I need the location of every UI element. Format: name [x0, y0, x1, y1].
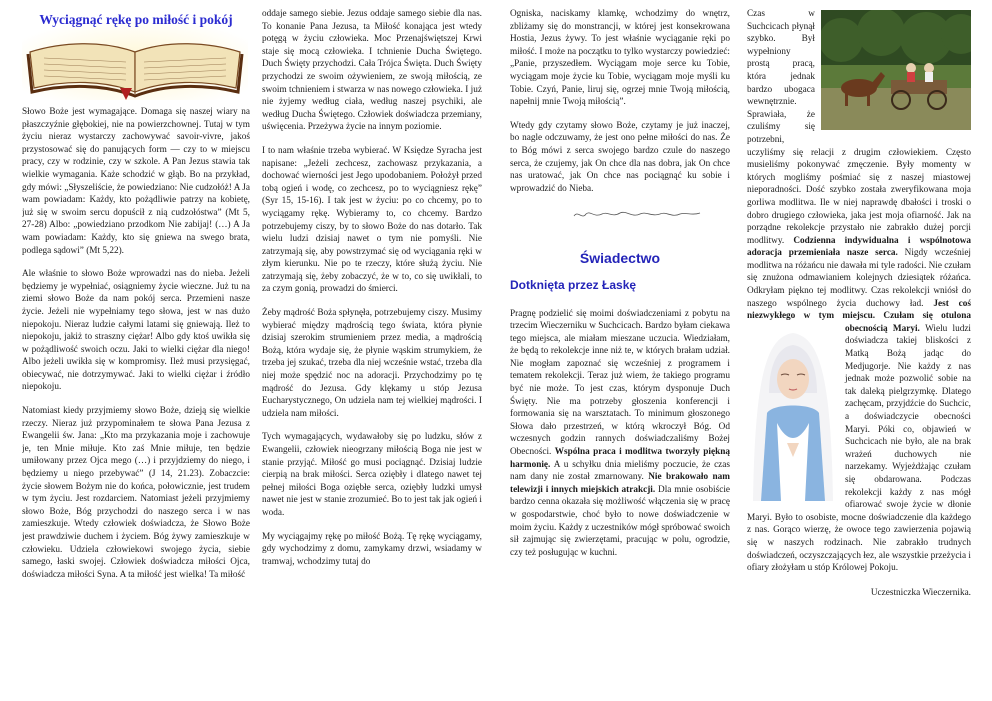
horse-cart-photo-icon: [821, 10, 971, 130]
text-run: Wielu ludzi doświadcza takiej bliskości z Matką Bożą jadąc do Medjugorje. Nie każdy z nas jednak może pozwolić sobie na tak daleką pielgrzymkę. Dlatego zachęcam, przyjdźcie do Suchcic, a doświadczycie obecności Maryi. Póki co, objawień w Suchcicach nie było, ale na brak wrażeń duchowych nie narzekamy. Wyjeżdżając czułam się obdarowana. Podczas rekolekcji każdy z nas mógł ofiarować swoje życie w dłonie Maryi. Było to osobiste, mocne doświadczenie dla każdego z nas. Gorąco wierzę, że owoce tego zawierzenia pojawią się w naszych rodzinach. Nie zabrakło trudnych doświadczeń, oczyszczających łez, ale wszystkie przeżycia i ofiary złożyłam u stóp Królowej Pokoju.: [747, 323, 971, 574]
paragraph: Tych wymagających, wydawałoby się po ludzku, słów z Ewangelii, człowiek nieogrzany miłością Boga nie jest w stanie przyjąć. Miłość go musi pociągnąć. Dzisiaj ludzie cierpią na brak miłości. Serca oziębły i dlatego nawet tej pełnej miłości Boga oziębłe serca, oziębły ludzki umysł nawet nie jest w stanie zrozumieć. Bo to jest tak jak ogień i woda.: [262, 432, 482, 518]
open-bible-icon: [22, 22, 248, 100]
text-run: Dla mnie osobiście bardzo cenna okazała się możliwość włączenia się w pracę w gospodarstwie, choć było to nowe doświadczenie w moim życiu. Każdy z uczestników mógł spróbować swoich sił zajmując się zwierzętami, pracując w polu, ogrodzie, czy też posługując w kuchni.: [510, 484, 730, 558]
bold-run: Wspólna praca i modlitwa tworzyły piękną harmonię.: [510, 447, 730, 470]
column-1: [22, 8, 250, 695]
paragraph: Słowo Boże jest wymagające. Domaga się naszej wiary na płaszczyźnie głębokiej, nie na powierzchownej. Tutaj w tym życiu nieraz wystarczy zachowywać savoir-vivre, jakoś przystosować się do panujących form — czy to w miejscu pracy, czy w rodzinie, czy w szkole. A Pan Jezus stawia tak wielkie wymagania. Każe schodzić w głąb. Bo na przykład, gdy mówi: „Słyszeliście, że powiedziano: Nie cudzołóż! A Ja wam powiadam: Każdy, kto pożądliwie patrzy na kobietę, już się w swoim sercu dopuścił z nią cudzołóstwa” (Mt 5, 27-28) Albo: „powiedziano przodkom Nie zabijaj! (…) A Ja wam powiadam: Każdy, kto się gniewa na swego brata, podlega sądowi” (Mt 5,22).: [22, 107, 250, 256]
section-heading: Świadectwo: [579, 250, 661, 267]
madonna-portrait-icon: [747, 323, 839, 501]
paragraph: I to nam właśnie trzeba wybierać. W Księdze Syracha jest napisane: „Jeżeli zechcesz, zachowasz przykazania, a dochować wierności jest Jego upodobaniem. Położył przed tobą ogień i wodę, co zechcesz, po to wyciągniesz rękę” (Syr 15, 15-16). I tak jest w życiu: po co chcemy, po to wyciągamy rękę. Wybieramy to, co chcemy. Bardzo potrzebujemy ciszy, by to słowo Boże do nas dotarło. Tak wielu ludzi dzisiaj nawet o tym nie pomyśli. Nie zatrzymają się, aby powstrzymać się od wyciągania ręki w złym kierunku. Nie po te rzeczy, które służą życiu. Nie zatrzymają się, żeby zobaczyć, że w to, co się uwikłali, to za czym gonią, prowadzi do śmierci.: [262, 145, 482, 295]
text-run: A u schyłku dnia mieliśmy poczucie, że czas nam dany nie został zmarnowany.: [510, 459, 730, 483]
handwritten-signature-icon: [572, 206, 702, 222]
bold-run: Jest coś niezwykłego w tym miejscu. Czułam się otulona obecnością Maryi.: [747, 298, 971, 334]
paragraph: My wyciągajmy rękę po miłość Bożą. Tę rękę wyciągamy, gdy wychodzimy z domu, zamykamy drzwi, wsiadamy w tramwaj, wchodzimy tutaj do: [262, 531, 482, 567]
paragraph: [510, 308, 730, 560]
text-run: Pragnę podzielić się moimi doświadczeniami z pobytu na trzecim Wieczerniku w Suchcicach. Bardzo byłam ciekawa tego miejsca, ale miałam mieszane uczucia. Wiedziałam, że będą to rekolekcje inne niż te, w których brałam udział. Nie mogłam zapoznać się wcześniej z programem i tematem rekolekcji. Teraz już wiem, że takiego programu być nie może. To jest czas, którym dysponuje Duch Święty. Nie ma potrzeby głoszenia konferencji i formowania się na warsztatach. To minimum głoszonego Słowa dało przestrzeń, w którą wkroczył Bóg. Od wczesnych godzin rannych doświadczaliśmy Bożej Obecności.: [510, 308, 730, 458]
paragraph: Żeby mądrość Boża spłynęła, potrzebujemy ciszy. Musimy wybierać między mądrością tego świata, która płynie dzisiaj szerokim strumieniem przez media, a mądrością Bożą, która wydaje się, że płynie wąskim strumykiem, że trzeba jej szukać, trzeba dla niej wcześnie wstać, trzeba dla niej może spędzić noc na adoracji. Przychodzimy po tę mądrość do Jezusa. Gdy klękamy u stóp Jezusa Eucharystycznego, On udziela nam tej wielkiej mądrości. I udziela nam miłości.: [262, 308, 482, 419]
signoff: Uczestniczka Wieczernika.: [870, 587, 971, 598]
text-run: Czas w Suchcicach płynął szybko. Był wypełniony prostą pracą, która jednak bardzo ubogaca wewnętrznie. Sprawiała, że czuliśmy się potrzebni, uczyliśmy się relacji z drugim człowiekiem. Często musieliśmy pokonywać zmęczenie. Były momenty w których mogliśmy pośmiać się z naszej miastowej nieporadności. Dość szybko została zweryfikowana moja gorliwa modlitwa. Ile w niej naprawdę dbałości i troski o dobro drugiego człowieka, jaka jest moja ofiarność. Jak na porządne rekolekcje przystało nie zabrakło dużej porcji modlitwy.: [747, 9, 971, 246]
bold-run: Codzienna indywidualna i wspólnotowa adoracja przemieniała nasze serca.: [747, 235, 971, 259]
column-2: [262, 8, 482, 695]
paragraph: Ale właśnie to słowo Boże wprowadzi nas do nieba. Jeżeli będziemy je wypełniać, osiągniemy życie wieczne. Już tu na ziemi słowo Boże da nam pokój serca. Przemieni nasze życie. Jeżeli nie wypełniamy tego słowa, jest w nas dużo niepokoju. Nieraz ludzie całymi latami się gniewają. Ileż to niepokoju, jakiż to straszny ciężar! Albo gdy ktoś uwikła się w pożądliwość swoich oczu. Jaki to wielki ciężar dla niego! Albo jeżeli uwikła się w kompromisy. Ileż musi przysięgać, obiecywać, nie dotrzymywać. Jaki to wielki ciężar i źródło niepokoju.: [22, 269, 250, 393]
column-4: [747, 8, 971, 695]
paragraph: Ogniska, naciskamy klamkę, wchodzimy do wnętrz, zbliżamy się do monstrancji, w której jest konsekrowana Hostia, Jezus żywy. To jest właśnie wyciąganie ręki po miłość. I może na początku to tylko wystarczy powiedzieć: „Panie, przyszedłem. Wyciągam moje serce ku Tobie, wyciągam moje życie ku Tobie, wyciągam moje myśli ku Tobie. Czyń, Panie, liruj się, ogrzej mnie Twoją miłością, napełnij mnie Twoją miłością”.: [510, 9, 730, 108]
section-subheading: Dotknięta przez Łaskę: [510, 277, 637, 292]
paragraph: oddaje samego siebie. Jezus oddaje samego siebie dla nas. To konanie Pana Jezusa, ta Miłość konająca jest wtedy potęgą w życiu człowieka. Moc Przenajświętszej Krwi staje się mocą człowieka. I tchnienie Ducha Świętego. Duch Święty przychodzi. Cała Trójca Święta. Duch Święty przychodzi ze swoim ożywieniem, ze swoją miłością, ze swoim tchnieniem i stwarza w nas nowego człowieka. I już nie żyjemy według ciała, według naszej psychiki, ale według Ducha Świętego. Człowiek doświadcza przemiany, uświęcenia. Przeżywa życie na innym poziomie.: [262, 9, 482, 133]
column-3: [510, 8, 730, 695]
paragraph: Wtedy gdy czytamy słowo Boże, czytamy je już inaczej, bo nagle odczuwamy, że jest ono pełne miłości do nas. Że to Bóg mówi z serca swojego bardzo czule do naszego serca, że czujemy, jak On chce dla nas dobra, jak On chce nas uratować, jak On chce nas pociągnąć ku sobie i wprowadzić do Nieba.: [510, 120, 730, 194]
paragraph: Natomiast kiedy przyjmiemy słowo Boże, dzieją się wielkie rzeczy. Nieraz już przypominałem te słowa Pana Jezusa z Ewangelii św. Jana: „Kto ma przykazania moje i zachowuje je, ten Mnie miłuje. Kto zaś Mnie miłuje, ten będzie umiłowany przez Ojca mego (…) i przyjdziemy do niego, i będziemy u niego przebywać” (J 14, 21.23). Zobaczcie: życie słowem Bożym nie do końca, połowicznie, jest trudem w tym życiu. Jest rozdarciem. Natomiast jeżeli przyjmiemy słowo Boże, Bóg przychodzi do naszego serca i w nas zamieszkuje. Wtedy człowiek doświadcza, że Słowo Boże jest prawdziwie duchem i życiem. Bóg żywy zamieszkuje w człowieku. Udziela człowiekowi swojego życia, siebie samego, łaski swojej. Człowiek doświadcza miłości Ojca, doświadcza miłości Syna. A ta miłość jest wielka! Ta miłość: [22, 406, 250, 580]
article-title: Wyciągnąć rękę po miłość i pokój: [39, 12, 233, 27]
text-run: Nigdy wcześniej modlitwa na różańcu nie dawała mi tyle radości. Nie czułam się znużona odmawianiem kolejnych dziesiątek różańca. Odkryłam piękno tej modlitwy. Czas rekolekcji wniósł do naszego wspólnego życia duchowy ład.: [747, 248, 971, 309]
bold-run: Nie brakowało nam telewizji i innych miejskich atrakcji.: [510, 472, 730, 495]
